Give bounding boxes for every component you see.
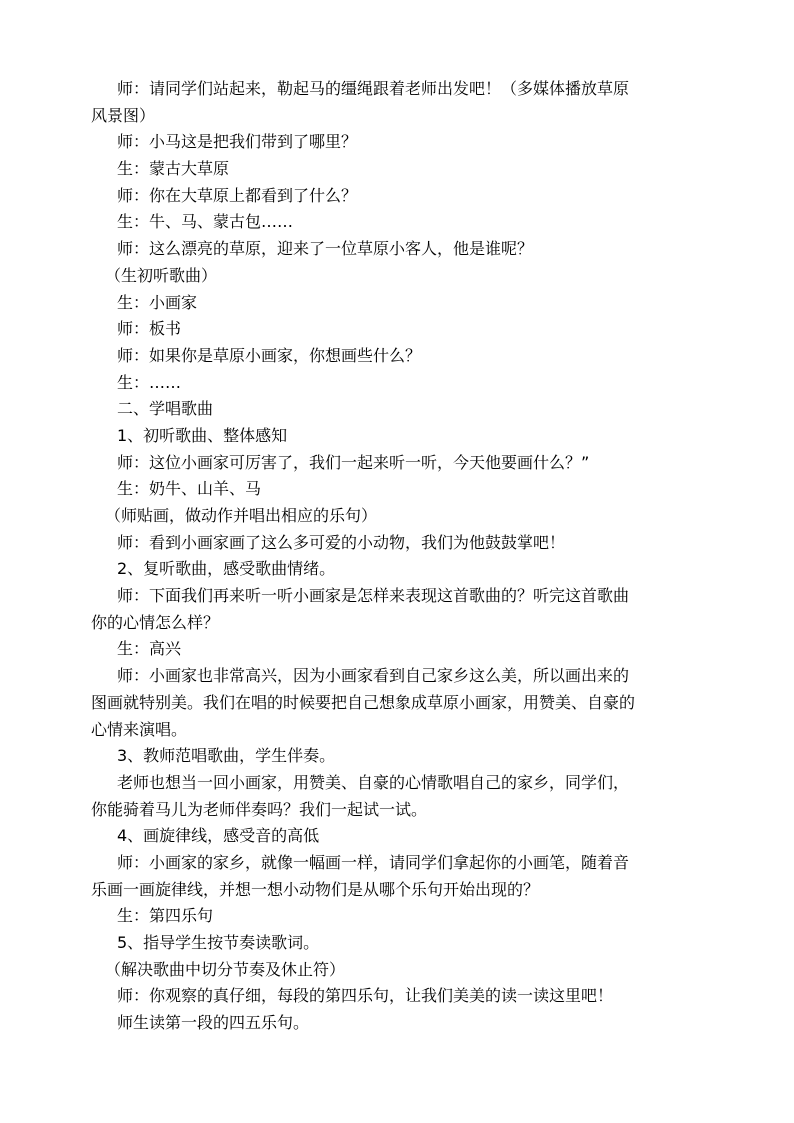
- text-line: 生：牛、马、蒙古包……: [117, 212, 294, 232]
- text-line: （解决歌曲中切分节奏及休止符）: [105, 959, 346, 979]
- text-line: 师：你观察的真仔细，每段的第四乐句，让我们美美的读一读这里吧！: [117, 986, 614, 1006]
- text-line: 你能骑着马儿为老师伴奏吗？我们一起试一试。: [91, 799, 428, 819]
- text-line: 你的心情怎么样？: [91, 612, 220, 632]
- text-line: 老师也想当一回小画家，用赞美、自豪的心情歌唱自己的家乡，同学们，: [117, 772, 630, 792]
- text-line: 乐画一画旋律线，并想一想小动物们是从哪个乐句开始出现的？: [91, 879, 540, 899]
- text-line: 师：看到小画家画了这么多可爱的小动物，我们为他鼓鼓掌吧！: [117, 532, 566, 552]
- text-line: 生：……: [117, 372, 182, 392]
- document-body: [91, 76, 713, 1037]
- text-line: 师：小画家也非常高兴，因为小画家看到自己家乡这么美，所以画出来的: [117, 666, 630, 686]
- text-line: 生：第四乐句: [117, 906, 214, 926]
- text-line: 师：小马这是把我们带到了哪里？: [117, 132, 358, 152]
- subsection-heading: 2、复听歌曲，感受歌曲情绪。: [117, 559, 336, 579]
- section-heading: 二、学唱歌曲: [117, 399, 214, 419]
- text-line: 师生读第一段的四五乐句。: [117, 1013, 310, 1033]
- subsection-heading: 5、指导学生按节奏读歌词。: [117, 933, 320, 952]
- text-line: 师：你在大草原上都看到了什么？: [117, 185, 358, 205]
- text-line: 师：请同学们站起来，勒起马的缰绳跟着老师出发吧！（多媒体播放草原: [117, 79, 630, 98]
- text-line: 生：高兴: [117, 639, 182, 659]
- text-line: 师：这么漂亮的草原，迎来了一位草原小客人，他是谁呢？: [117, 239, 534, 259]
- text-line: 风景图）: [91, 105, 156, 125]
- text-line: 生：小画家: [117, 292, 198, 312]
- subsection-heading: 4、画旋律线，感受音的高低: [117, 826, 320, 846]
- subsection-heading: 1、初听歌曲、整体感知: [117, 425, 288, 445]
- text-line: 师：如果你是草原小画家，你想画些什么？: [117, 345, 422, 365]
- text-line: 师：这位小画家可厉害了，我们一起来听一听，今天他要画什么？”: [117, 452, 590, 472]
- text-line: 生：奶牛、山羊、马: [117, 479, 262, 499]
- text-line: 图画就特别美。我们在唱的时候要把自己想象成草原小画家，用赞美、自豪的: [91, 692, 636, 712]
- text-line: 师：下面我们再来听一听小画家是怎样来表现这首歌曲的？听完这首歌曲: [117, 586, 630, 606]
- text-line: 心情来演唱。: [91, 719, 188, 739]
- text-line: 师：板书: [117, 319, 182, 339]
- text-line: （师贴画，做动作并唱出相应的乐句）: [105, 506, 378, 525]
- text-line: （生初听歌曲）: [105, 265, 218, 285]
- subsection-heading: 3、教师范唱歌曲，学生伴奏。: [117, 746, 336, 766]
- text-line: 生：蒙古大草原: [117, 159, 230, 179]
- text-line: 师：小画家的家乡，就像一幅画一样，请同学们拿起你的小画笔，随着音: [117, 852, 630, 872]
